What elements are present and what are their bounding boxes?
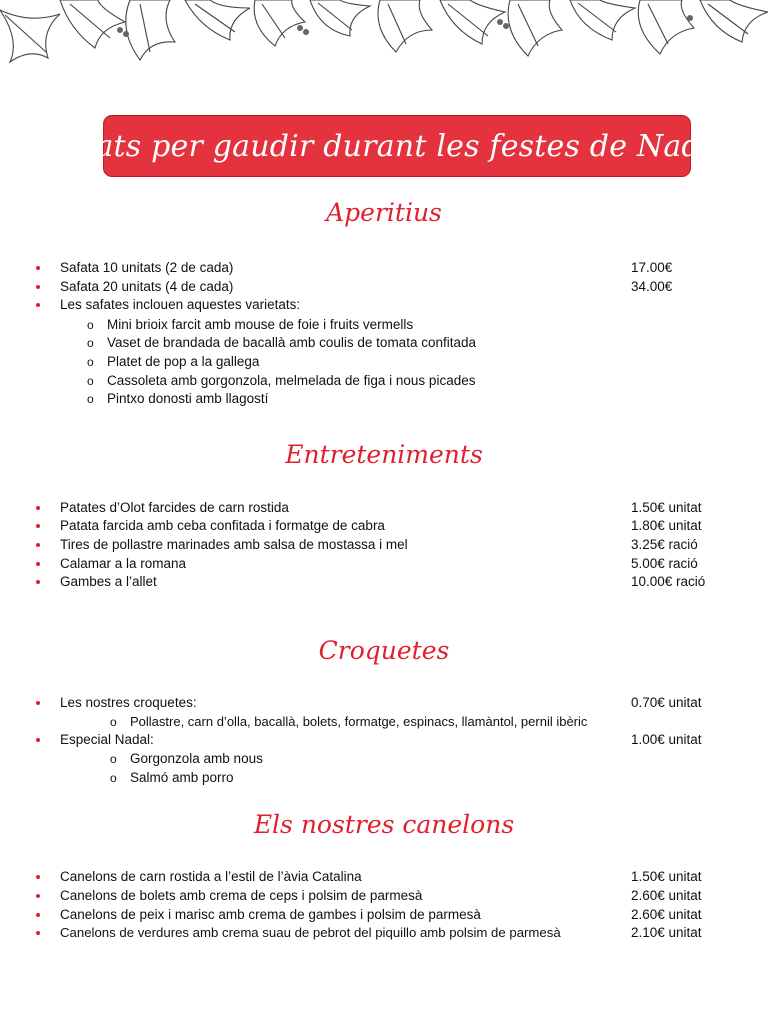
- sub-list-item: o Vaset de brandada de bacallà amb coulis de tomata confitada: [87, 335, 476, 350]
- item-price: 10.00€ ració: [631, 574, 706, 589]
- section-title-canelons: Els nostres canelons: [253, 810, 515, 839]
- sub-list-item: o Pintxo donosti amb llagostí: [87, 391, 269, 406]
- item-price: 2.60€ unitat: [631, 907, 702, 922]
- sub-list-item: o Platet de pop a la gallega: [87, 354, 260, 369]
- list-item: Safata 10 unitats (2 de cada): [60, 259, 233, 277]
- circle-bullet-icon: o: [110, 752, 117, 766]
- header-banner: [65, 115, 729, 177]
- sub-list-item: o Cassoleta amb gorgonzola, melmelada de figa i nous picades: [87, 373, 476, 388]
- sub-list-item: o Pollastre, carn d’olla, bacallà, bolets, formatge, espinacs, llamàntol, pernil ibèric: [110, 714, 588, 729]
- list-item: Patates d’Olot farcides de carn rostida: [60, 499, 289, 517]
- circle-bullet-icon: o: [87, 374, 94, 388]
- item-price: 3.25€ ració: [631, 537, 698, 552]
- banner-title: Plats per gaudir durant les festes de Nadal: [65, 128, 729, 164]
- section-title-aperitius: Aperitius: [326, 198, 442, 227]
- bullet-icon: [36, 285, 40, 289]
- circle-bullet-icon: o: [87, 392, 94, 406]
- item-price: 1.50€ unitat: [631, 869, 702, 884]
- circle-bullet-icon: o: [110, 771, 117, 785]
- list-item: Especial Nadal:: [60, 731, 154, 749]
- bullet-icon: [36, 875, 40, 879]
- list-item: Canelons de verdures amb crema suau de pebrot del piquillo amb polsim de parmesà: [60, 924, 561, 942]
- item-price: 0.70€ unitat: [631, 695, 702, 710]
- list-item: Gambes a l’allet: [60, 573, 157, 591]
- list-item: Canelons de bolets amb crema de ceps i polsim de parmesà: [60, 887, 422, 905]
- circle-bullet-icon: o: [87, 336, 94, 350]
- sub-list-item: o Salmó amb porro: [110, 770, 234, 785]
- sub-list-item: o Gorgonzola amb nous: [110, 751, 263, 766]
- item-price: 2.10€ unitat: [631, 925, 702, 940]
- bullet-icon: [36, 701, 40, 705]
- circle-bullet-icon: o: [87, 318, 94, 332]
- bullet-icon: [36, 506, 40, 510]
- circle-bullet-icon: o: [87, 355, 94, 369]
- item-price: 1.80€ unitat: [631, 518, 702, 533]
- bullet-icon: [36, 931, 40, 935]
- bullet-icon: [36, 303, 40, 307]
- item-price: 2.60€ unitat: [631, 888, 702, 903]
- circle-bullet-icon: o: [110, 715, 117, 729]
- item-price: 17.00€: [631, 260, 673, 275]
- item-price: 1.00€ unitat: [631, 732, 702, 747]
- list-item: Calamar a la romana: [60, 555, 186, 573]
- holly-leaves-decoration: [0, 0, 768, 70]
- bullet-icon: [36, 562, 40, 566]
- section-title-croquetes: Croquetes: [318, 636, 450, 665]
- list-item: Safata 20 unitats (4 de cada): [60, 278, 233, 296]
- list-item: Patata farcida amb ceba confitada i formatge de cabra: [60, 517, 385, 535]
- item-price: 5.00€ ració: [631, 556, 698, 571]
- item-price: 34.00€: [631, 279, 673, 294]
- list-item: Canelons de carn rostida a l’estil de l’àvia Catalina: [60, 868, 362, 886]
- sub-list-item: o Mini brioix farcit amb mouse de foie i fruits vermells: [87, 317, 414, 332]
- section-title-entreteniments: Entreteniments: [285, 440, 483, 469]
- list-item: Les nostres croquetes:: [60, 694, 197, 712]
- list-item: Canelons de peix i marisc amb crema de gambes i polsim de parmesà: [60, 906, 481, 924]
- bullet-icon: [36, 543, 40, 547]
- bullet-icon: [36, 894, 40, 898]
- item-price: 1.50€ unitat: [631, 500, 702, 515]
- list-item: Tires de pollastre marinades amb salsa de mostassa i mel: [60, 536, 408, 554]
- bullet-icon: [36, 913, 40, 917]
- bullet-icon: [36, 524, 40, 528]
- bullet-icon: [36, 266, 40, 270]
- bullet-icon: [36, 738, 40, 742]
- bullet-icon: [36, 580, 40, 584]
- list-item: Les safates inclouen aquestes varietats:: [60, 296, 300, 314]
